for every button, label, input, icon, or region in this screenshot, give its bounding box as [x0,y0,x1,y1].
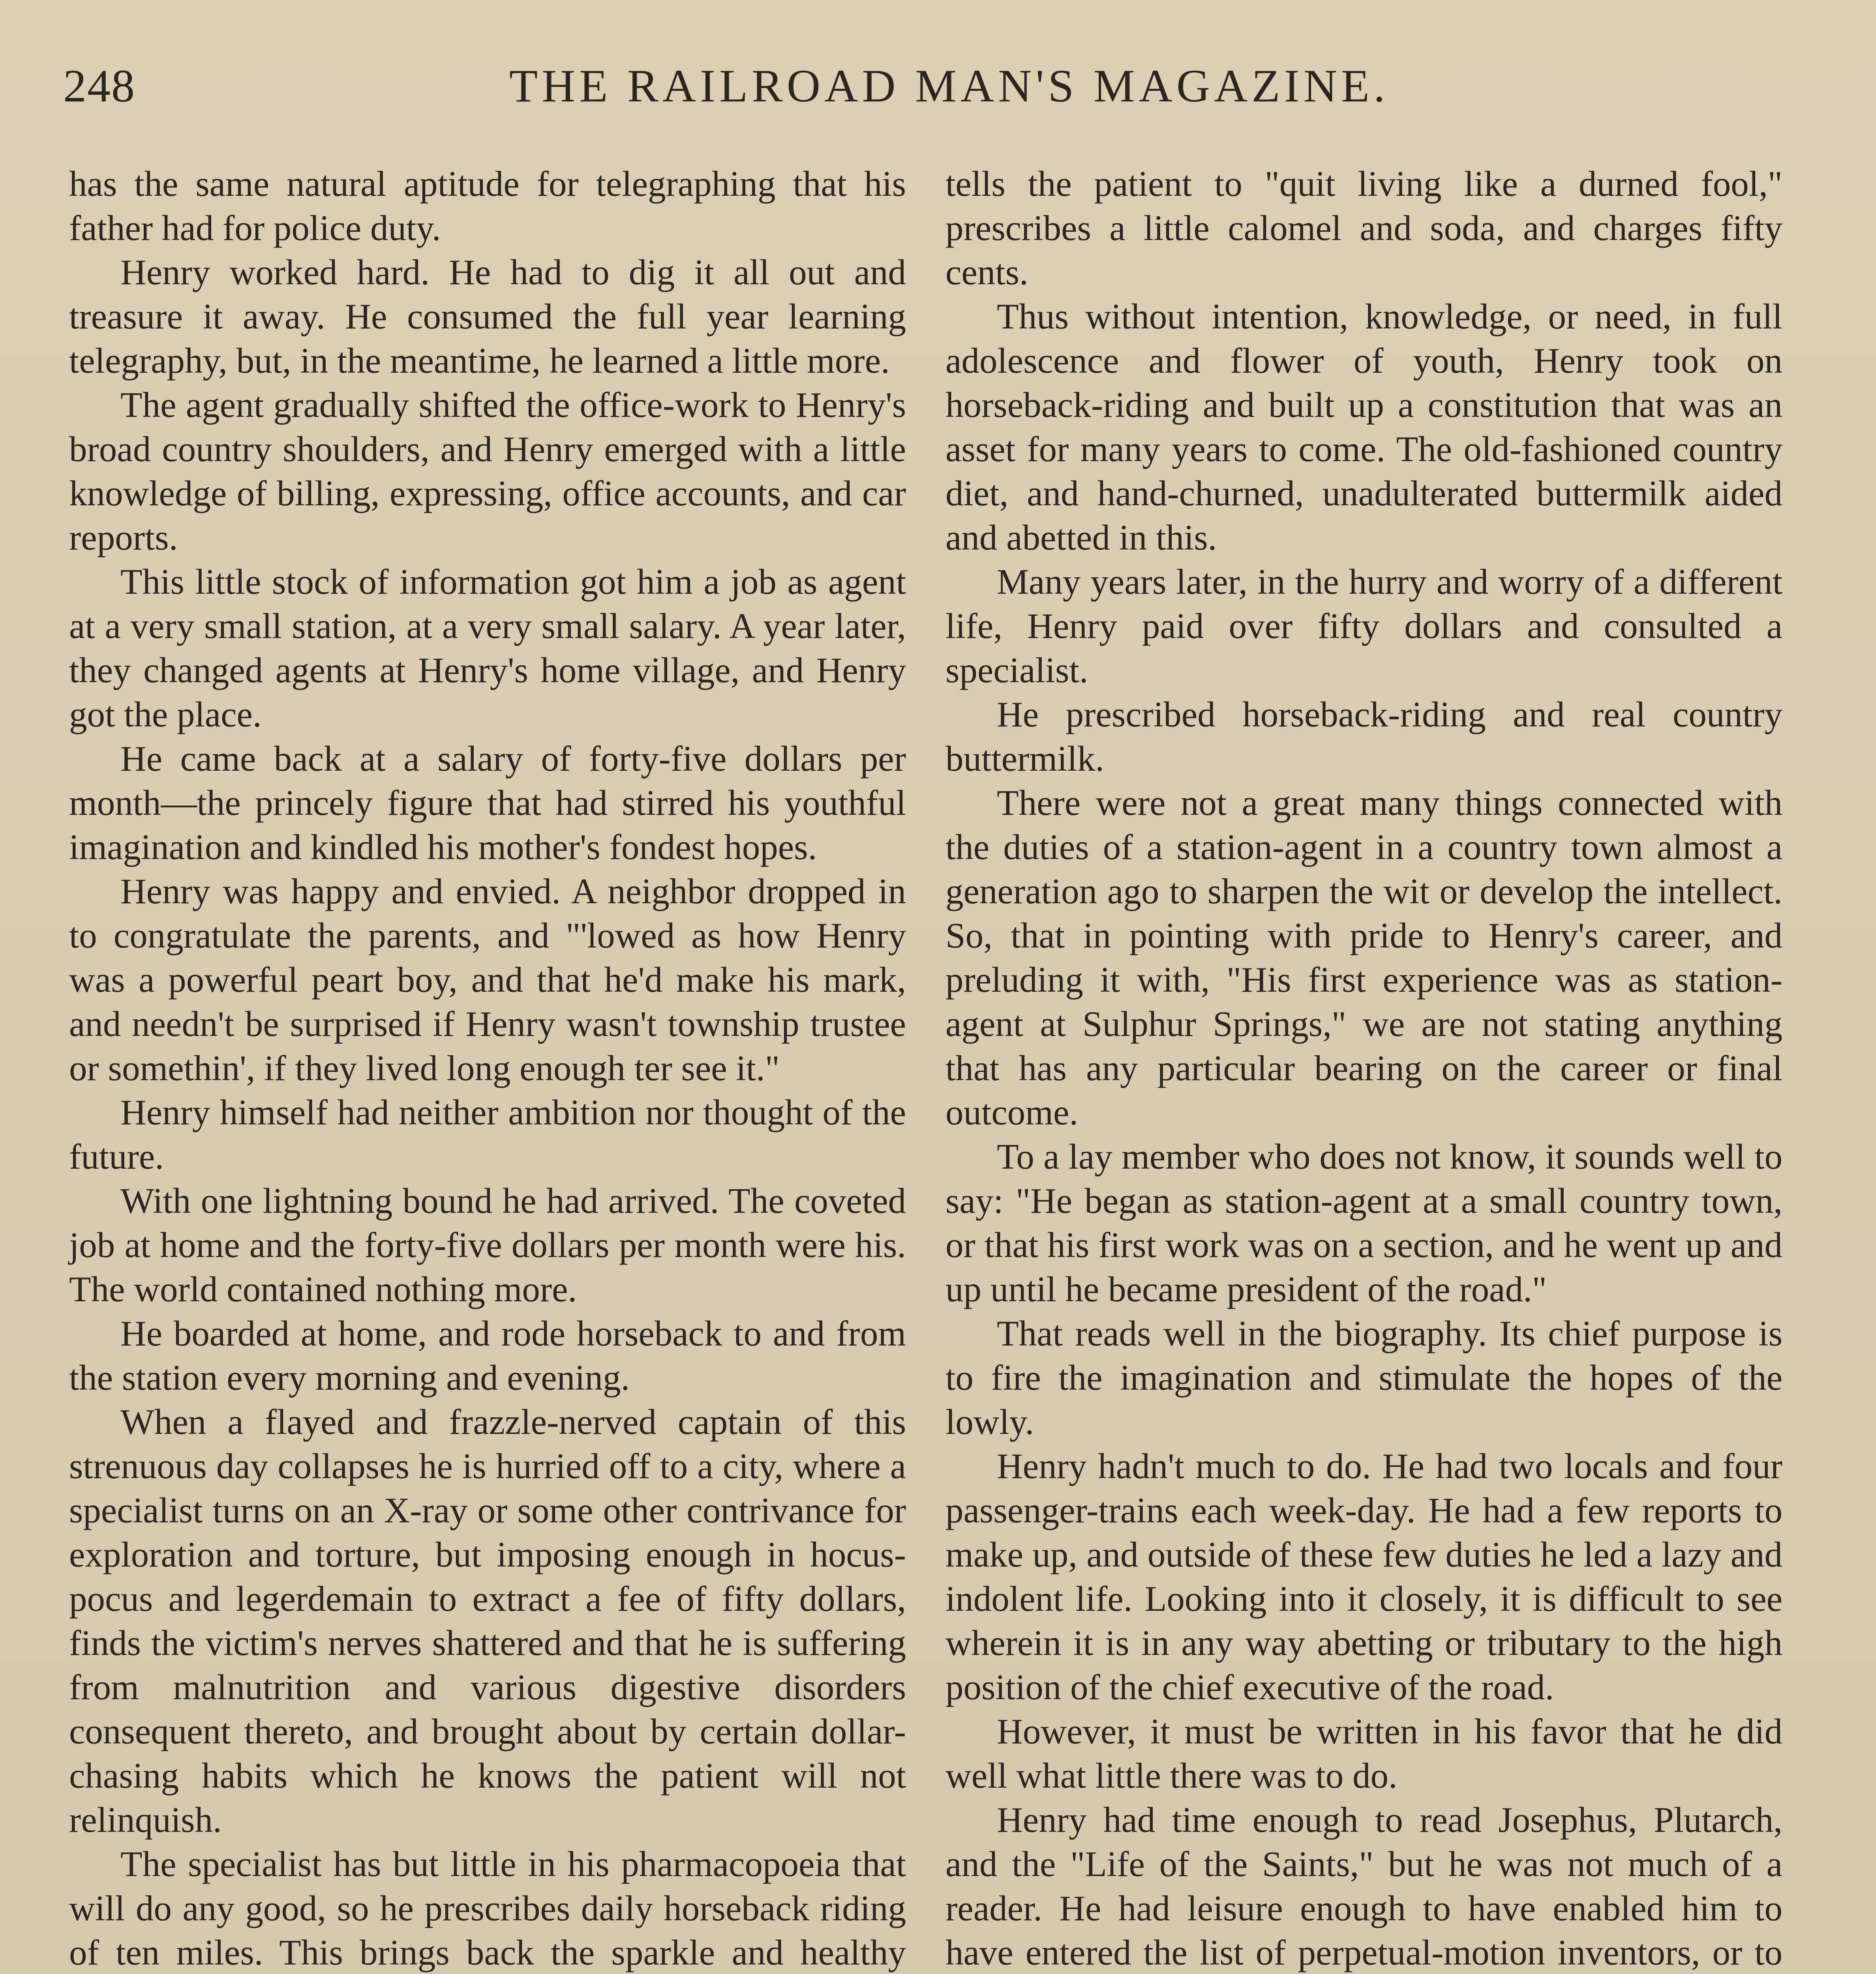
paragraph: To a lay member who does not know, it sounds well to say: "He began as station-agent at a small country town, or that his first work was on a section, and he went up and up until he became president of the road." [946,1137,1782,1309]
paragraph: Henry hadn't much to do. He had two locals and four passenger-trains each week-day. He had a few reports to make up, and outside of these few duties he led a lazy and indolent life. Looking into it closely, it is difficult to see wherein it is in any way abetting or tributary to the high position of the chief executive of the road. [946,1446,1782,1707]
left-column [69,162,906,1974]
paragraph: has the same natural aptitude for telegraphing that his father had for police duty. [69,164,906,248]
paragraph: The agent gradually shifted the office-work to Henry's broad country shoulders, and Henry emerged with a little knowledge of billing, expressing, office accounts, and car reports. [69,385,906,557]
paragraph: However, it must be written in his favor that he did well what little there was to do. [946,1711,1782,1796]
paragraph: This little stock of information got him a job as agent at a very small station, at a very small salary. A year later, they changed agents at Henry's home village, and Henry got the place. [69,562,906,734]
paragraph: The specialist has but little in his pharmacopoeia that will do any good, so he prescribes daily horseback riding of ten miles. This brings back the sparkle and healthy [69,1844,906,1972]
paragraph: When a flayed and frazzle-nerved captain of this strenuous day collapses he is hurried off to a city, where a specialist turns on an X-ray or some other contrivance for exploration and torture, but imposing enough in hocus-pocus and legerdemain to extract a fee of fifty dollars, finds the victim's nerves shattered and that he is suffering from malnutrition and various digestive disorders consequent thereto, and brought about by certain dollar-chasing habits which he knows the patient will not relinquish. [69,1402,906,1840]
paragraph: With one lightning bound he had arrived. The coveted job at home and the forty-five dollars per month were his. The world contained nothing more. [69,1181,906,1309]
page-number: 248 [63,60,135,112]
paragraph: He boarded at home, and rode horseback to and from the station every morning and evening. [69,1313,906,1398]
paragraph: He came back at a salary of forty-five dollars per month—the princely figure that had stirred his youthful imagination and kindled his mother's fondest hopes. [69,739,906,867]
paragraph: That reads well in the biography. Its chief purpose is to fire the imagination and stimulate the hopes of the lowly. [946,1313,1782,1442]
magazine-title: THE RAILROAD MAN'S MAGAZINE. [509,60,1389,112]
running-head [63,59,1813,122]
paragraph: There were not a great many things connected with the duties of a station-agent in a country town almost a generation ago to sharpen the wit or develop the intellect. So, that in pointing with pride to Henry's career, and preluding it with, "His first experience was as station-agent at Sulphur Springs," we are not stating anything that has any particular bearing on the career or final outcome. [946,783,1782,1132]
paragraph: Henry himself had neither ambition nor thought of the future. [69,1092,906,1177]
right-column [946,162,1782,1974]
paragraph: He prescribed horseback-riding and real country buttermilk. [946,694,1782,779]
paragraph: Henry had time enough to read Josephus, Plutarch, and the "Life of the Saints," but he was not much of a reader. He had leisure enough to have enabled him to have entered the list of perpetual-motion inventors, or to [946,1800,1782,1972]
paragraph: Many years later, in the hurry and worry of a different life, Henry paid over fifty dollars and consulted a specialist. [946,562,1782,690]
paragraph: Henry worked hard. He had to dig it all out and treasure it away. He consumed the full year learning telegraphy, but, in the meantime, he learned a little more. [69,252,906,381]
paragraph: Thus without intention, knowledge, or need, in full adolescence and flower of youth, Henry took on horseback-riding and built up a constitution that was an asset for many years to come. The old-fashioned country diet, and hand-churned, unadulterated buttermilk aided and abetted in this. [946,296,1782,557]
paragraph: Henry was happy and envied. A neighbor dropped in to congratulate the parents, and "'lowed as how Henry was a powerful peart boy, and that he'd make his mark, and needn't be surprised if Henry wasn't township trustee or somethin', if they lived long enough ter see it." [69,871,906,1088]
paragraph: tells the patient to "quit living like a durned fool," prescribes a little calomel and soda, and charges fifty cents. [946,164,1782,292]
